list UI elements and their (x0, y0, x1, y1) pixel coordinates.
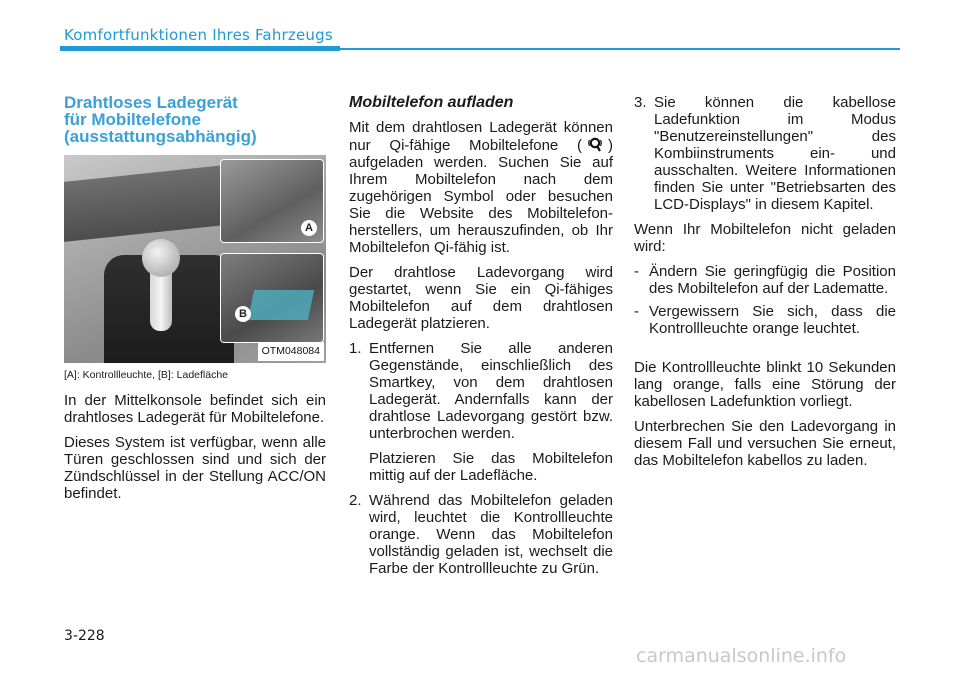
inset-indicator-light (220, 159, 324, 243)
paragraph: Der drahtlose Ladevorgang wird gestartet, wenn Sie ein Qi-fähiges Mobiltelefon auf dem drahtlosen Ladegerät platzieren. (349, 264, 613, 332)
header-title: Komfortfunktionen Ihres Fahrzeugs (64, 26, 333, 44)
step-text: Sie können die kabellose Ladefunktion im Modus "Benutzereinstellungen" des Kombiinstruments ein- und ausschalten. Weitere Informationen finden Sie unter "Betriebsarten des LCD-Displays" in diesem Kapitel. (654, 94, 896, 213)
step-extra: Platzieren Sie das Mobiltelefon mittig auf der Ladefläche. (369, 450, 613, 484)
photo-code: OTM048084 (258, 342, 324, 361)
section-title: Drahtloses Ladegerät für Mobiltelefone (ausstattungsabhängig) (64, 93, 257, 146)
console-photo (64, 155, 326, 363)
label-b: B (235, 306, 251, 322)
qi-wireless-icon (588, 136, 602, 153)
step-number: 2. (349, 492, 362, 509)
dashboard-panel (64, 164, 234, 242)
paragraph-part: ) aufgeladen werden. Suchen Sie auf Ihrem Mobiltelefon nach dem zugehörigen Symbol oder besuchen Sie die Website des Mobiltelefon-herstellers, um herauszufinden, ob Ihr Mobiltelefon Qi-fähig ist. (349, 137, 613, 256)
list-item (634, 303, 896, 337)
gear-knob (142, 239, 180, 277)
watermark: carmanualsonline.info (636, 645, 847, 667)
step-text: Während das Mobiltelefon geladen wird, leuchtet die Kontrollleuchte orange. Wenn das Mobiltelefon vollständig geladen ist, wechselt die Farbe der Kontrollleuchte zu Grün. (369, 492, 613, 577)
label-a: A (301, 220, 317, 236)
list-item (349, 340, 613, 484)
list-item (634, 263, 896, 297)
paragraph: Die Kontrollleuchte blinkt 10 Sekunden lang orange, falls eine Störung der kabellosen Ladefunktion vorliegt. (634, 359, 896, 410)
header-rule-thick (60, 46, 340, 51)
list-item (349, 492, 613, 577)
paragraph: In der Mittelkonsole befindet sich ein drahtloses Ladegerät für Mobiltelefone. (64, 392, 326, 426)
paragraph: Wenn Ihr Mobiltelefon nicht geladen wird: (634, 221, 896, 255)
inset-charging-pad (220, 253, 324, 343)
photo-caption: [A]: Kontrollleuchte, [B]: Ladefläche (64, 369, 229, 381)
column-left (64, 94, 326, 510)
step-text: Entfernen Sie alle anderen Gegenstände, einschließlich des Smartkey, von dem drahtlosen Ladegerät. Andernfalls kann der drahtlose Ladevorgang gestört bzw. unterbrochen werden. (369, 340, 613, 442)
paragraph: Unterbrechen Sie den Ladevorgang in diesem Fall und versuchen Sie erneut, das Mobiltelefon kabellos zu laden. (634, 418, 896, 469)
page-number: 3-228 (64, 628, 105, 644)
subsection-title: Mobiltelefon aufladen (349, 94, 514, 111)
dash-marker: - (634, 263, 639, 280)
step-list (634, 94, 896, 213)
dash-list (634, 263, 896, 337)
dash-text: Vergewissern Sie sich, dass die Kontrollleuchte orange leuchtet. (649, 303, 896, 337)
column-middle (349, 94, 613, 585)
step-number: 1. (349, 340, 362, 357)
paragraph-part: Mit dem drahtlosen Ladegerät können nur Qi-fähige Mobiltelefone ( (349, 119, 613, 154)
step-number: 3. (634, 94, 647, 111)
dash-text: Ändern Sie geringfügig die Position des Mobiltelefon auf der Ladematte. (649, 263, 896, 297)
step-list (349, 340, 613, 577)
column-right (634, 94, 896, 477)
charging-surface (248, 290, 314, 320)
paragraph: Dieses System ist verfügbar, wenn alle Türen geschlossen sind und sich der Zündschlüssel in der Stellung ACC/ON befindet. (64, 434, 326, 502)
dash-marker: - (634, 303, 639, 320)
paragraph (349, 119, 613, 256)
list-item (634, 94, 896, 213)
header-rule-thin (340, 48, 900, 50)
